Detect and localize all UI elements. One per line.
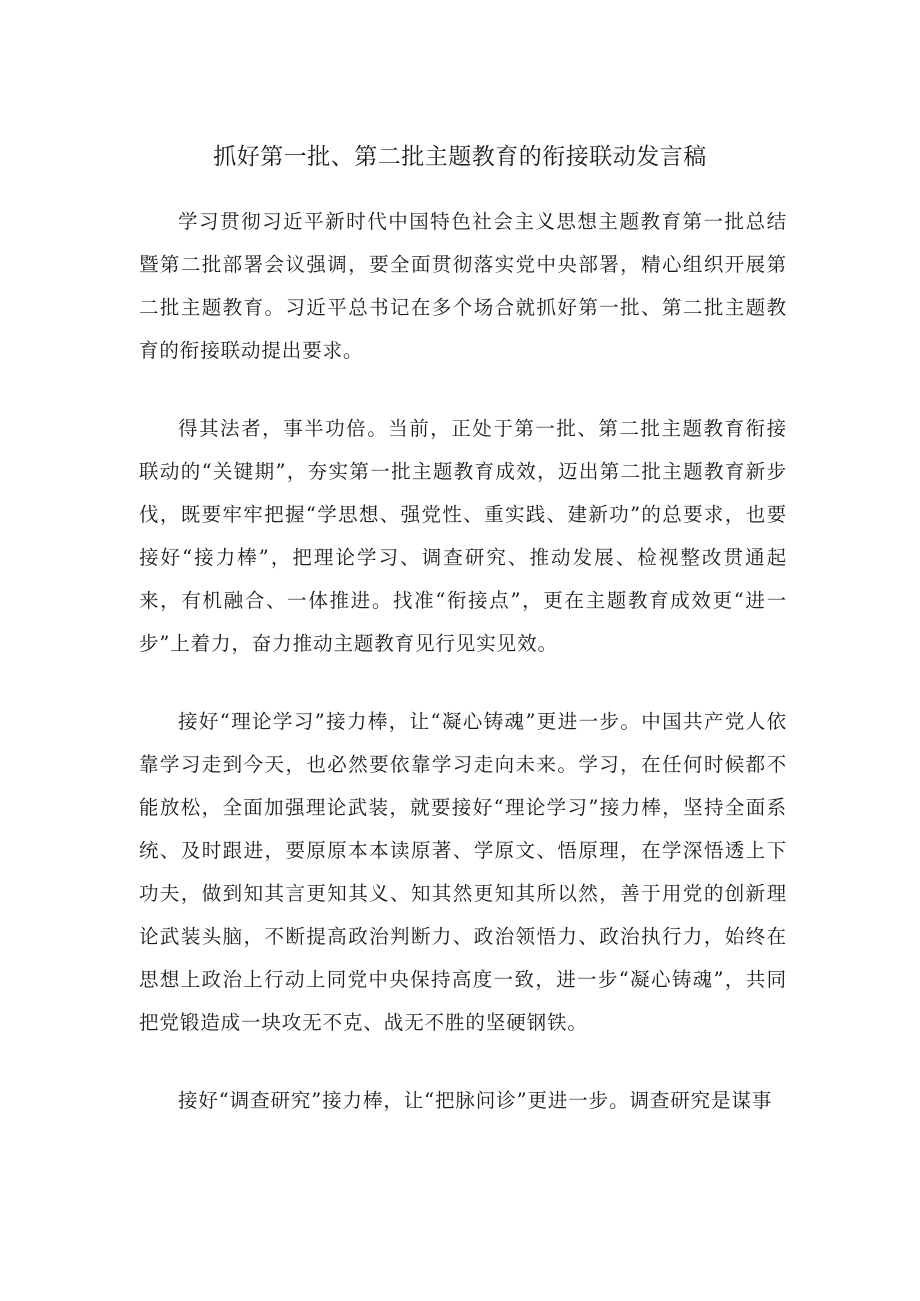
document-title: 抓好第一批、第二批主题教育的衔接联动发言稿 [213,144,707,170]
document-body [139,200,787,1157]
paragraph-intro: 学习贯彻习近平新时代中国特色社会主义思想主题教育第一批总结暨第二批部署会议强调，要全面贯彻落实党中央部署，精心组织开展第二批主题教育。习近平总书记在多个场合就抓好第一批、第二批主题教育的衔接联动提出要求。 [139,210,787,362]
paragraph-theory-study: 接好“理论学习”接力棒，让“凝心铸魂”更进一步。中国共产党人依靠学习走到今天，也必然要依靠学习走向未来。学习，在任何时候都不能放松，全面加强理论武装，就要接好“理论学习”接力棒，坚持全面系统、及时跟进，要原原本本读原著、学原文、悟原理，在学深悟透上下功夫，做到知其言更知其义、知其然更知其所以然，善于用党的创新理论武装头脑，不断提高政治判断力、政治领悟力、政治执行力，始终在思想上政治上行动上同党中央保持高度一致，进一步“凝心铸魂”，共同把党锻造成一块攻无不克、战无不胜的坚硬钢铁。 [139,710,787,1034]
paragraph-research: 接好“调查研究”接力棒，让“把脉问诊”更进一步。调查研究是谋事 [178,1089,773,1112]
paragraph-method: 得其法者，事半功倍。当前，正处于第一批、第二批主题教育衔接联动的“关键期”，夯实第一批主题教育成效，迈出第二批主题教育新步伐，既要牢牢把握“学思想、强党性、重实践、建新功”的总要求，也要接好“接力棒”，把理论学习、调查研究、推动发展、检视整改贯通起来，有机融合、一体推进。找准“衔接点”，更在主题教育成效更“进一步”上着力，奋力推动主题教育见行见实见效。 [139,417,787,655]
